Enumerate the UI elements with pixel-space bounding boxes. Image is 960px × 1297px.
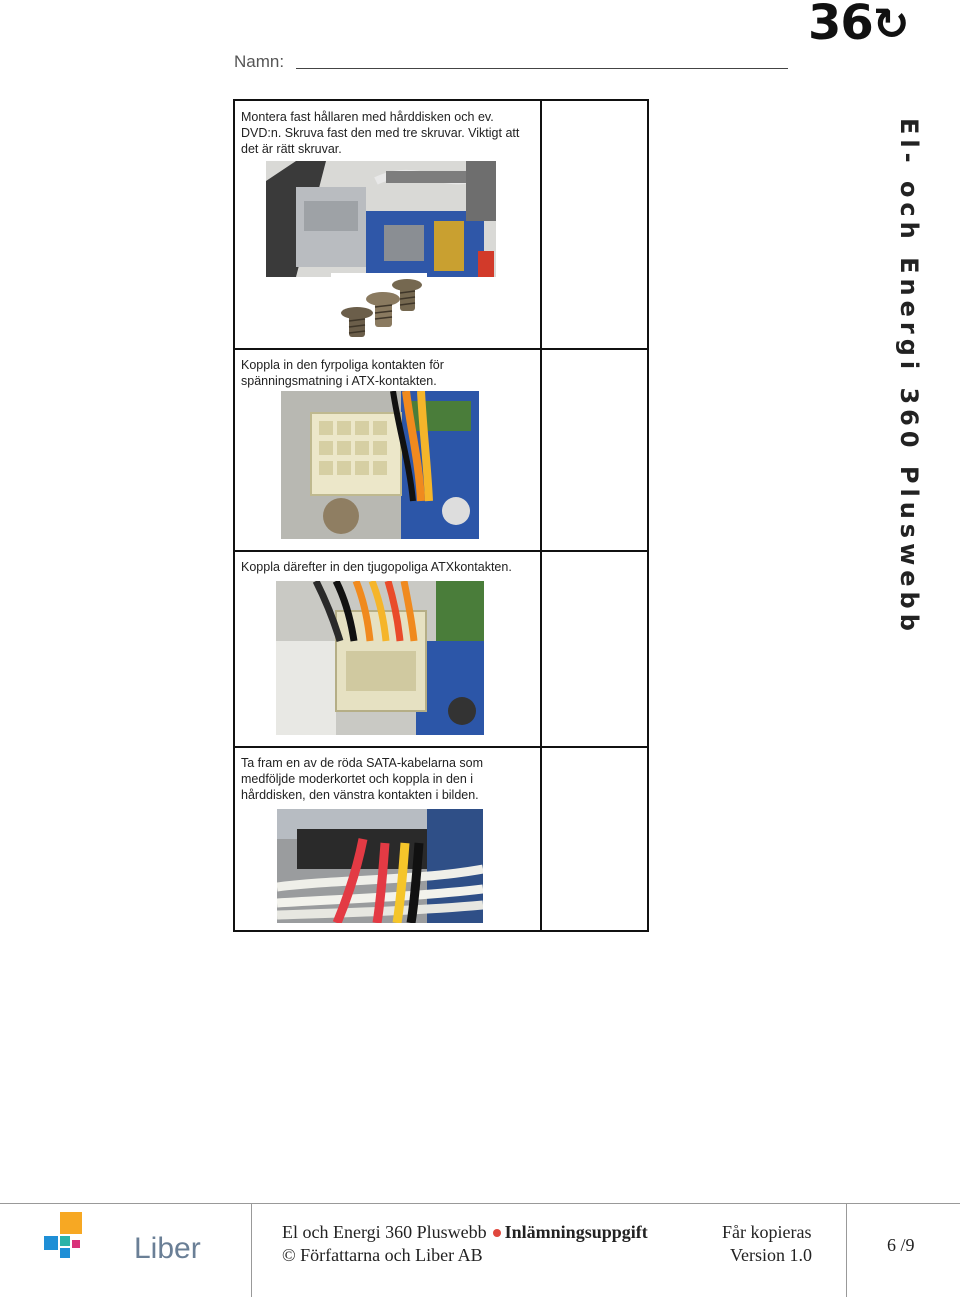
name-input-line[interactable] <box>296 68 788 69</box>
page-footer <box>0 1203 960 1297</box>
task-text-1: Montera fast hållaren med hårddisken och ev. DVD:n. Skruva fast den med tre skruvar. Viktigt att det är rätt skruvar. <box>241 110 520 156</box>
row-divider <box>235 746 647 748</box>
photo-sata-cable <box>277 809 483 923</box>
photo-4pin-connector <box>281 391 479 539</box>
photo-hdd-bracket <box>266 161 496 277</box>
footer-copy-note: Får kopieras <box>722 1222 812 1242</box>
task-table <box>233 99 649 932</box>
footer-course-line <box>282 1222 648 1243</box>
footer-divider <box>251 1204 252 1297</box>
liber-wordmark: Liber <box>134 1232 201 1265</box>
row-divider <box>235 348 647 350</box>
task-text-4: Ta fram en av de röda SATA-kabelarna som medföljde moderkortet och koppla in den i hårddisken, den vänstra kontakten i bilden. <box>241 756 484 802</box>
brand-logo-360 <box>808 0 918 50</box>
column-divider <box>540 101 542 930</box>
row-divider <box>235 550 647 552</box>
liber-logo <box>44 1212 201 1268</box>
footer-divider <box>846 1204 847 1297</box>
photo-screws <box>331 273 427 343</box>
photo-20pin-connector <box>276 581 484 735</box>
footer-doc-type: Inlämningsuppgift <box>504 1222 648 1242</box>
footer-version: Version 1.0 <box>730 1245 812 1265</box>
liber-logo-mark-icon <box>44 1212 90 1268</box>
footer-copyright: © Författarna och Liber AB <box>282 1245 483 1265</box>
task-text-3: Koppla därefter in den tjugopoliga ATXkontakten. <box>241 560 512 574</box>
bullet-dot-icon <box>493 1229 501 1237</box>
footer-course: El och Energi 360 Pluswebb <box>282 1222 487 1242</box>
side-title: El- och Energi 360 Pluswebb <box>895 118 923 636</box>
circular-arrow-icon: ↻ <box>872 0 909 50</box>
page-number: 6 /9 <box>887 1235 915 1255</box>
name-label: Namn: <box>234 52 285 71</box>
logo-text: 36 <box>808 0 873 51</box>
task-text-2: Koppla in den fyrpoliga kontakten för spänningsmatning i ATX-kontakten. <box>241 358 444 388</box>
